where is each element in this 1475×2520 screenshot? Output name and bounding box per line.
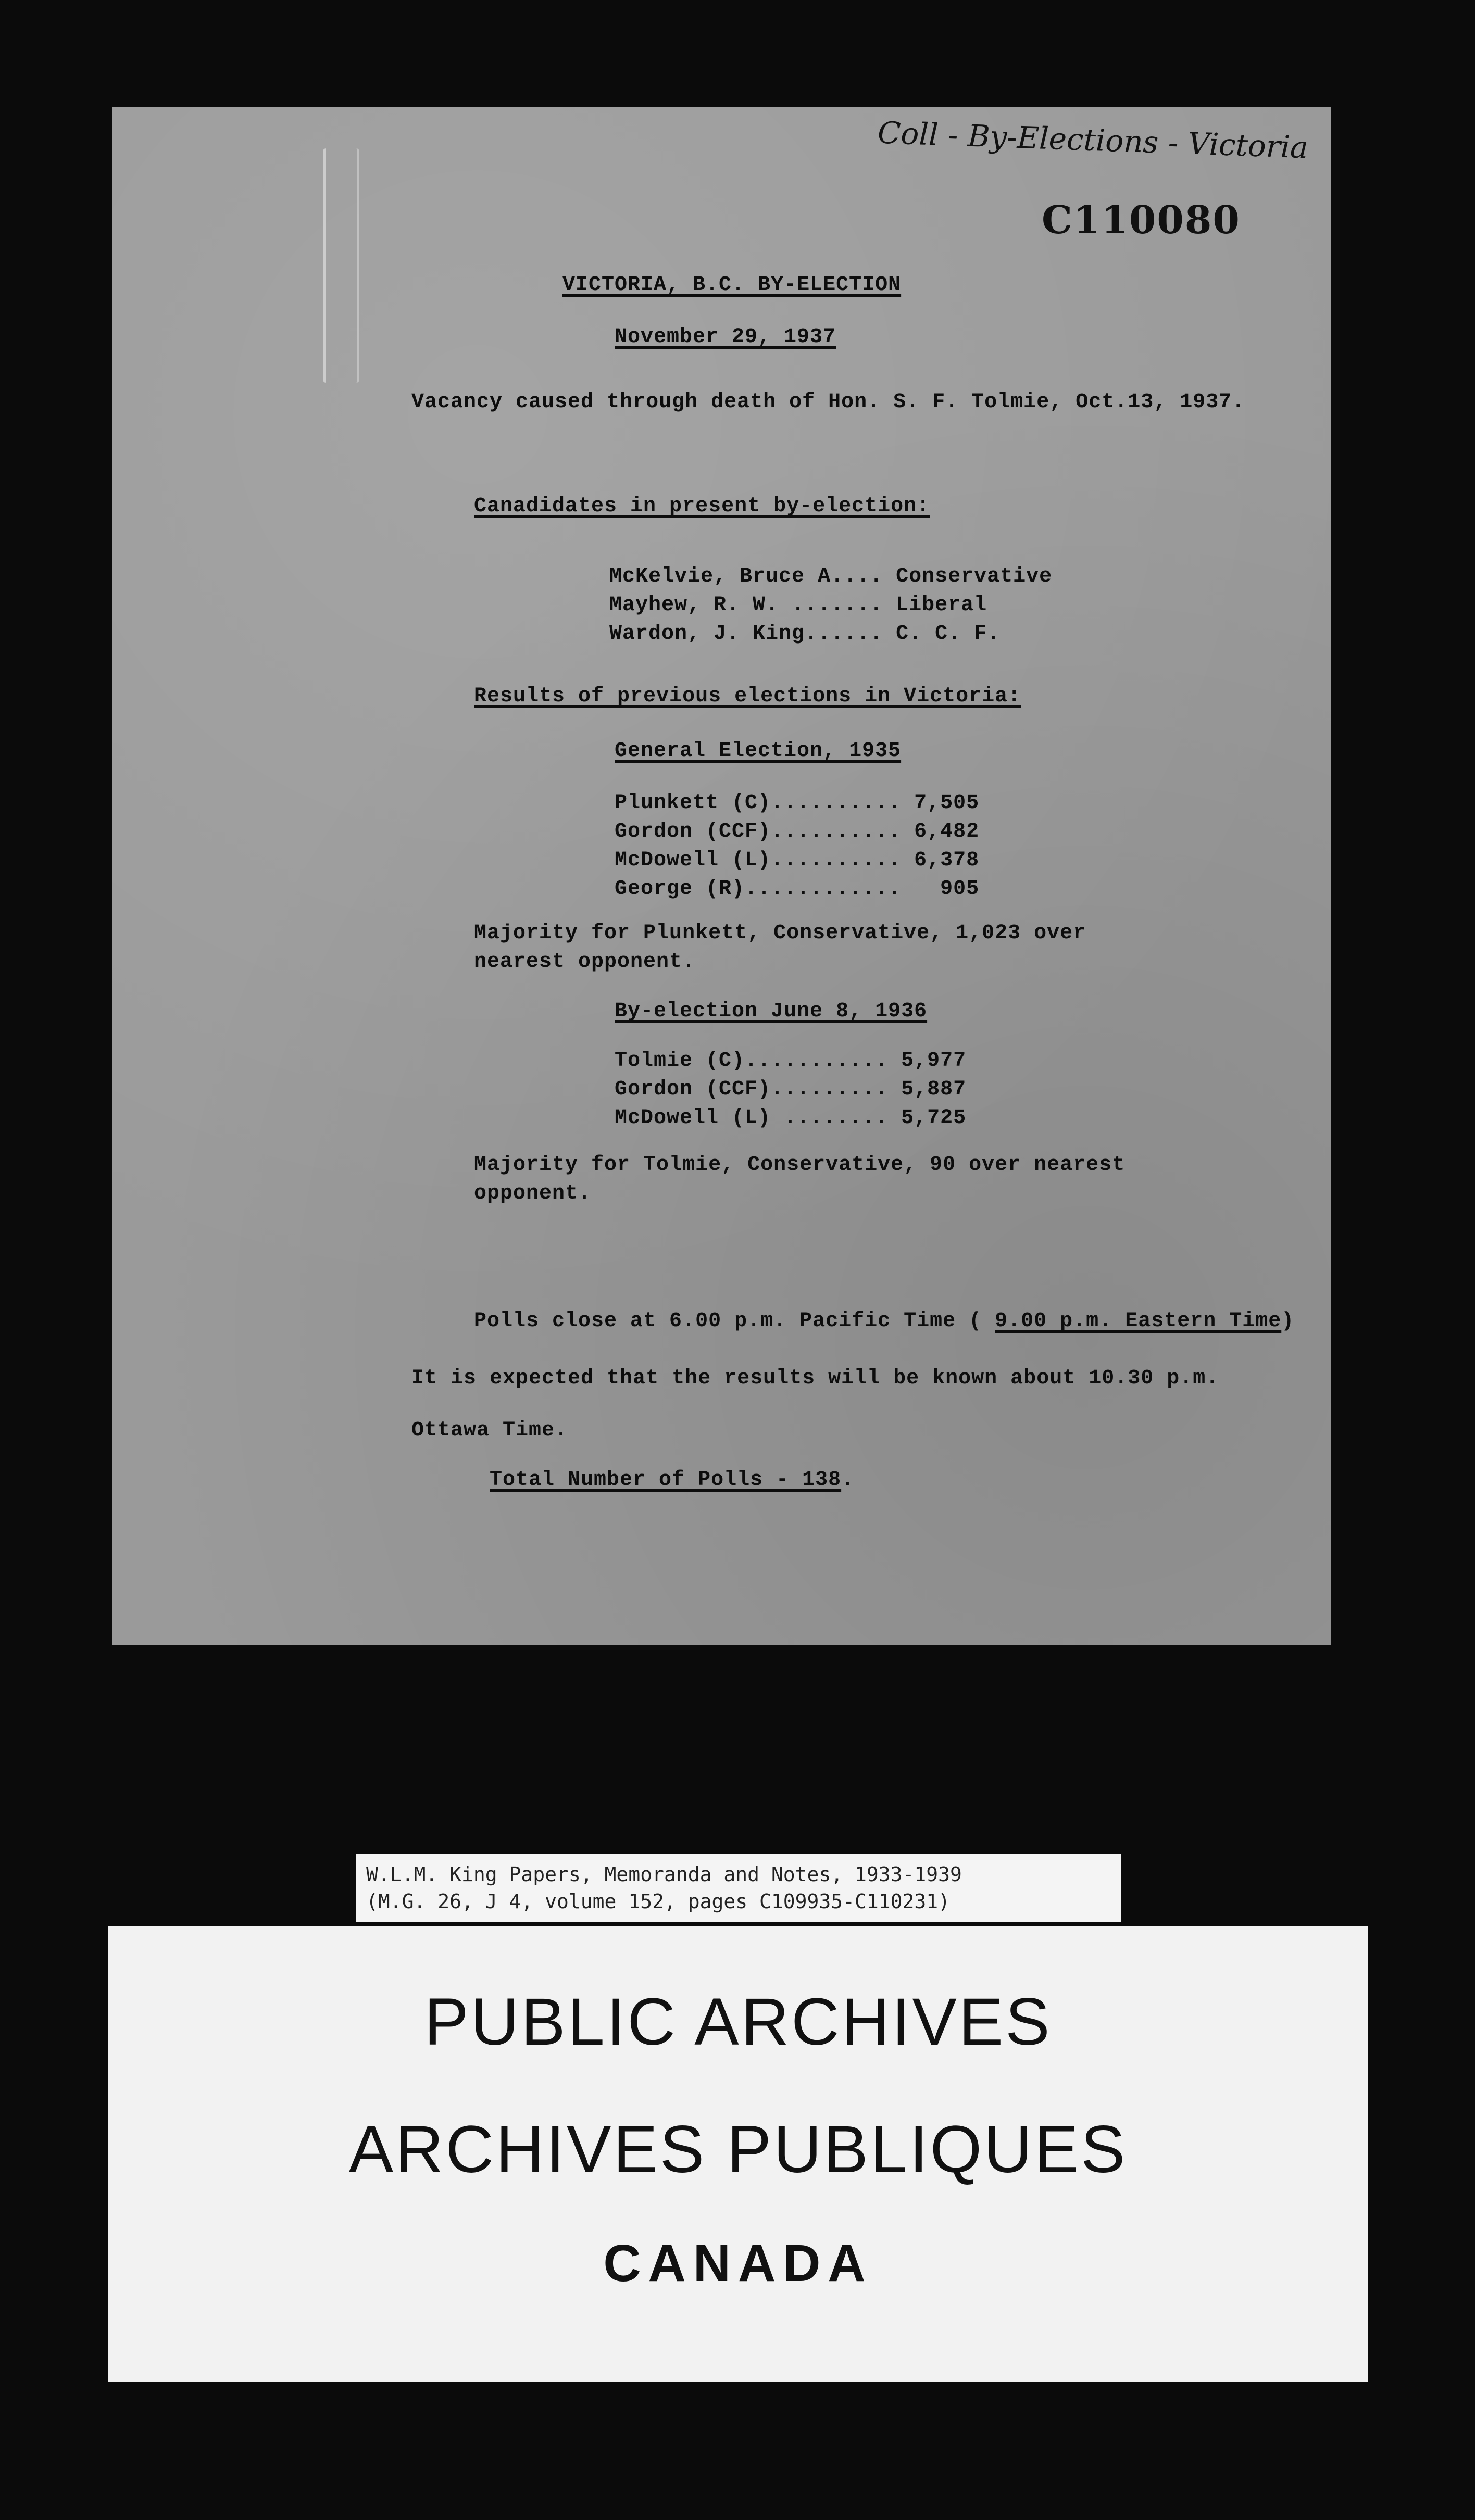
majority-line: Majority for Plunkett, Conservative, 1,023 over bbox=[474, 922, 1086, 945]
reference-label bbox=[356, 1854, 1121, 1922]
previous-elections-heading: Results of previous elections in Victoria: bbox=[474, 685, 1021, 708]
paper-clip bbox=[323, 148, 359, 383]
candidate-line: McKelvie, Bruce A.... Conservative bbox=[609, 565, 1053, 588]
memo-date: November 29, 1937 bbox=[615, 325, 836, 349]
stamp-number: C110080 bbox=[1042, 198, 1241, 243]
candidate-line: Mayhew, R. W. ....... Liberal bbox=[609, 594, 988, 617]
archive-country: CANADA bbox=[603, 2234, 873, 2292]
reference-line: (M.G. 26, J 4, volume 152, pages C109935-C110231) bbox=[366, 1890, 951, 1913]
candidate-line: Wardon, J. King...... C. C. F. bbox=[609, 622, 1001, 646]
vacancy-line: Vacancy caused through death of Hon. S. F. Tolmie, Oct.13, 1937. bbox=[411, 390, 1245, 414]
polls-suffix: ) bbox=[1281, 1309, 1295, 1333]
archive-title-fr: ARCHIVES PUBLIQUES bbox=[348, 2112, 1128, 2187]
result-line: McDowell (L) ........ 5,725 bbox=[615, 1106, 967, 1130]
memo-page bbox=[112, 107, 1331, 1645]
majority-line: nearest opponent. bbox=[474, 950, 696, 974]
candidates-heading: Canadidates in present by-election: bbox=[474, 495, 930, 518]
handwritten-note: Coll - By-Elections - Victoria bbox=[877, 115, 1309, 166]
polls-close-line bbox=[474, 1309, 1294, 1333]
majority-line: opponent. bbox=[474, 1182, 592, 1205]
total-polls-suffix: . bbox=[841, 1468, 855, 1492]
total-polls: Total Number of Polls - 138 bbox=[490, 1468, 842, 1492]
by-election-heading: By-election June 8, 1936 bbox=[615, 1000, 928, 1023]
polls-eastern-time: 9.00 p.m. Eastern Time bbox=[995, 1309, 1282, 1333]
majority-line: Majority for Tolmie, Conservative, 90 over nearest bbox=[474, 1153, 1126, 1177]
result-line: McDowell (L).......... 6,378 bbox=[615, 849, 980, 872]
expected-line: Ottawa Time. bbox=[411, 1419, 568, 1442]
expected-line: It is expected that the results will be known about 10.30 p.m. bbox=[411, 1367, 1219, 1390]
result-line: George (R)............ 905 bbox=[615, 877, 980, 901]
result-line: Gordon (CCF)......... 5,887 bbox=[615, 1078, 967, 1101]
result-line: Plunkett (C).......... 7,505 bbox=[615, 791, 980, 815]
result-line: Tolmie (C)........... 5,977 bbox=[615, 1049, 967, 1073]
result-line: Gordon (CCF).......... 6,482 bbox=[615, 820, 980, 843]
polls-prefix: Polls close at 6.00 p.m. Pacific Time ( bbox=[474, 1309, 995, 1333]
reference-line: W.L.M. King Papers, Memoranda and Notes, 1933-1939 bbox=[366, 1863, 962, 1886]
total-polls-line bbox=[490, 1468, 854, 1492]
archive-card bbox=[108, 1926, 1368, 2382]
general-election-heading: General Election, 1935 bbox=[615, 739, 902, 763]
memo-title: VICTORIA, B.C. BY-ELECTION bbox=[562, 273, 902, 297]
archive-title-en: PUBLIC ARCHIVES bbox=[424, 1985, 1052, 2059]
